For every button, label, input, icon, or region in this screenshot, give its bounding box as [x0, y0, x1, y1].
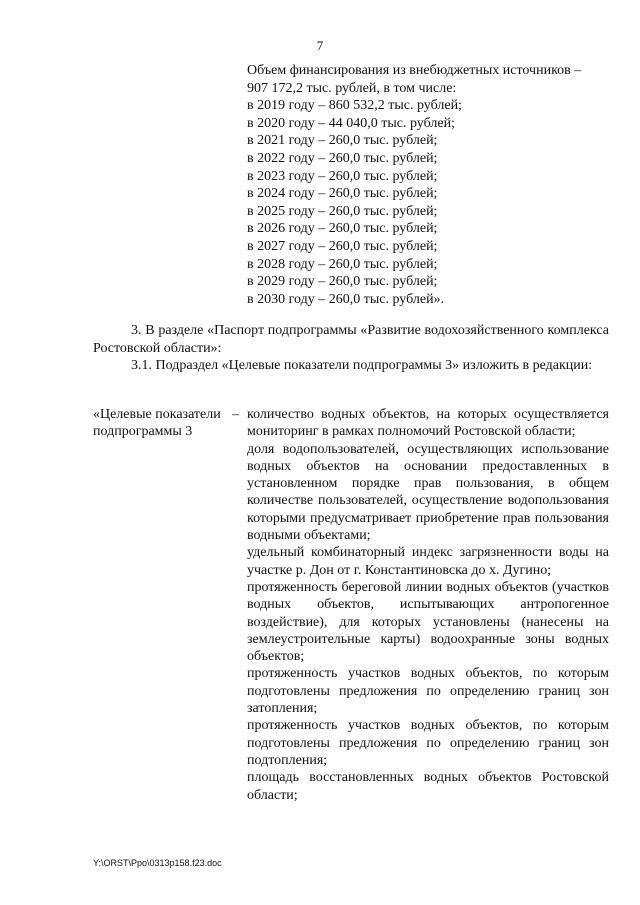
funding-line: Объем финансирования из внебюджетных источников – — [247, 63, 582, 78]
funding-line: в 2028 году – 260,0 тыс. рублей; — [247, 256, 438, 272]
funding-line: в 2026 году – 260,0 тыс. рублей; — [247, 221, 438, 237]
section-3-paragraph: 3. В разделе «Паспорт подпрограммы «Развитие водохозяйственного комплекса Ростовской области»: — [93, 323, 609, 356]
funding-line: 907 172,2 тыс. рублей, в том числе: — [247, 80, 457, 96]
subsection-3-1-paragraph: 3.1. Подраздел «Целевые показатели подпрограммы 3» изложить в редакции: — [131, 358, 593, 373]
indicator-item: протяженность береговой линии водных объектов (участков водных объектов, испытывающих антропогенное воздействие), для которых установлены (нанесены на землеустроительные карты) водоохранные зоны водных объектов; — [247, 579, 609, 665]
funding-line: в 2022 году – 260,0 тыс. рублей; — [247, 150, 438, 166]
indicator-item: протяженность участков водных объектов, по которым подготовлены предложения по определению границ зон подтопления; — [247, 718, 609, 768]
funding-line: в 2025 году – 260,0 тыс. рублей; — [247, 203, 438, 219]
funding-line: в 2019 году – 860 532,2 тыс. рублей; — [247, 98, 462, 114]
indicator-item: доля водопользователей, осуществляющих использование водных объектов на основании предоставленных в установленном порядке прав пользования, в общем количестве пользователей, осуществление водопользования которыми предусматривает приобретение прав пользования водными объектами; — [247, 441, 609, 544]
indicator-item: удельный комбинаторный индекс загрязненности воды на участке р. Дон от г. Константиновска до х. Дугино; — [247, 545, 609, 578]
funding-block — [247, 62, 617, 308]
indicator-item: площадь восстановленных водных объектов Ростовской области; — [247, 770, 609, 803]
page-number: 7 — [316, 38, 324, 53]
funding-line: в 2027 году – 260,0 тыс. рублей; — [247, 238, 438, 254]
indicators-list — [247, 406, 609, 804]
funding-line: в 2020 году – 44 040,0 тыс. рублей; — [247, 115, 455, 131]
indicator-item: протяженность участков водных объектов, по которым подготовлены предложения по определению границ зон затопления; — [247, 666, 609, 717]
label-dash: – — [232, 407, 239, 422]
funding-line: в 2024 году – 260,0 тыс. рублей; — [247, 186, 438, 202]
funding-line: в 2029 году – 260,0 тыс. рублей; — [247, 274, 438, 290]
indicator-item: количество водных объектов, на которых осуществляется мониторинг в рамках полномочий Ростовской области; — [247, 407, 609, 440]
funding-line: в 2021 году – 260,0 тыс. рублей; — [247, 133, 438, 149]
funding-line: в 2030 году – 260,0 тыс. рублей». — [247, 291, 445, 307]
indicators-label: «Целевые показатели подпрограммы 3 — [93, 407, 221, 440]
file-path-footer: Y:\ORST\Ppo\0313p158.f23.doc — [93, 858, 222, 868]
funding-line: в 2023 году – 260,0 тыс. рублей; — [247, 168, 438, 184]
